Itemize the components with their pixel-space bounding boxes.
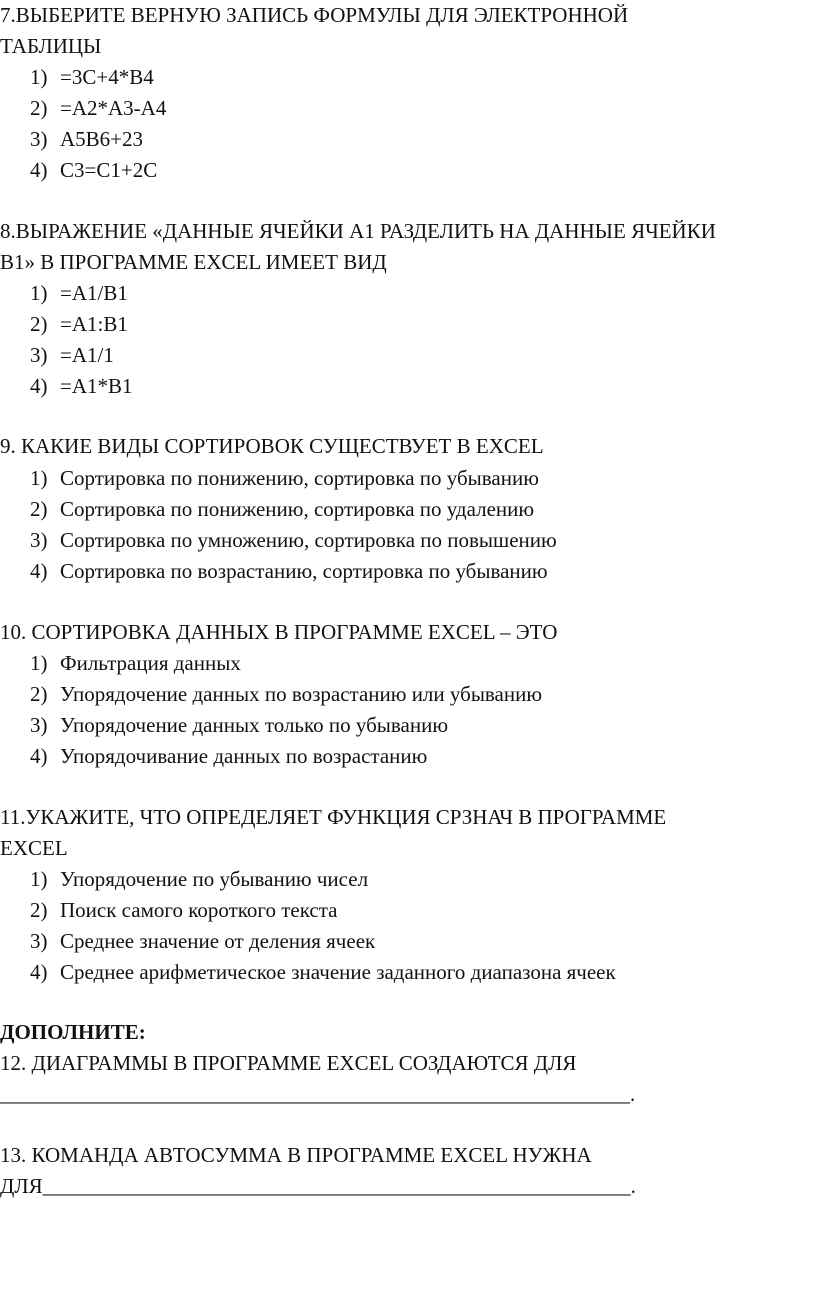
question-8-option-3 [30, 340, 114, 371]
question-11-option-3 [30, 926, 375, 957]
question-13-answer-blank[interactable]: ДЛЯ________________________________________________________. [0, 1174, 636, 1198]
option-text: =A1/1 [60, 343, 114, 367]
option-number: 1) [30, 867, 48, 891]
option-number: 1) [30, 651, 48, 675]
question-9-option-3 [30, 525, 557, 556]
option-text: Сортировка по понижению, сортировка по удалению [60, 497, 535, 521]
question-11-line-2: EXCEL [0, 836, 68, 860]
question-13-line-1: 13. КОМАНДА АВТОСУММА В ПРОГРАММЕ EXCEL НУЖНА [0, 1143, 592, 1167]
question-11-option-1 [30, 864, 368, 895]
question-9-option-4 [30, 556, 548, 587]
option-text: A5B6+23 [60, 127, 144, 151]
supplement-heading: ДОПОЛНИТЕ: [0, 1020, 146, 1044]
question-10-option-1 [30, 648, 241, 679]
option-number: 2) [30, 497, 48, 521]
option-text: =3C+4*B4 [60, 65, 154, 89]
question-10-option-4 [30, 741, 427, 772]
option-number: 4) [30, 158, 48, 182]
option-number: 1) [30, 281, 48, 305]
question-9-option-1 [30, 463, 539, 494]
option-text: Упорядочение данных по возрастанию или убыванию [60, 682, 543, 706]
option-number: 2) [30, 682, 48, 706]
question-8-line-1: 8.ВЫРАЖЕНИЕ «ДАННЫЕ ЯЧЕЙКИ А1 РАЗДЕЛИТЬ НА ДАННЫЕ ЯЧЕЙКИ [0, 219, 716, 243]
question-11-option-4 [30, 957, 616, 988]
option-text: =A1:B1 [60, 312, 128, 336]
option-number: 4) [30, 559, 48, 583]
question-7-option-3 [30, 124, 143, 155]
question-11-line-1: 11.УКАЖИТЕ, ЧТО ОПРЕДЕЛЯЕТ ФУНКЦИЯ СРЗНАЧ В ПРОГРАММЕ [0, 805, 667, 829]
option-number: 2) [30, 312, 48, 336]
question-10-line-1: 10. СОРТИРОВКА ДАННЫХ В ПРОГРАММЕ EXCEL – ЭТО [0, 620, 558, 644]
option-number: 4) [30, 374, 48, 398]
option-text: Фильтрация данных [60, 651, 241, 675]
option-number: 4) [30, 960, 48, 984]
question-7-option-1 [30, 62, 154, 93]
question-8-option-1 [30, 278, 128, 309]
question-8-option-2 [30, 309, 128, 340]
question-7-line-2: ТАБЛИЦЫ [0, 34, 102, 58]
option-text: C3=C1+2C [60, 158, 158, 182]
option-number: 1) [30, 65, 48, 89]
question-10-option-2 [30, 679, 542, 710]
option-text: Сортировка по возрастанию, сортировка по убыванию [60, 559, 548, 583]
option-text: Упорядочение по убыванию чисел [60, 867, 369, 891]
question-9-line-1: 9. КАКИЕ ВИДЫ СОРТИРОВОК СУЩЕСТВУЕТ В EXCEL [0, 434, 544, 458]
option-text: Среднее арифметическое значение заданного диапазона ячеек [60, 960, 616, 984]
question-7-line-1: 7.ВЫБЕРИТЕ ВЕРНУЮ ЗАПИСЬ ФОРМУЛЫ ДЛЯ ЭЛЕКТРОННОЙ [0, 3, 629, 27]
question-8-line-2: В1» В ПРОГРАММЕ EXCEL ИМЕЕТ ВИД [0, 250, 387, 274]
question-12-line-1: 12. ДИАГРАММЫ В ПРОГРАММЕ EXCEL СОЗДАЮТСЯ ДЛЯ [0, 1051, 577, 1075]
question-9-option-2 [30, 494, 534, 525]
question-12-answer-blank[interactable]: ____________________________________________________________. [0, 1082, 636, 1106]
option-text: Сортировка по умножению, сортировка по повышению [60, 528, 557, 552]
option-text: Поиск самого короткого текста [60, 898, 338, 922]
option-text: =A2*A3-A4 [60, 96, 167, 120]
question-8-option-4 [30, 371, 133, 402]
option-number: 3) [30, 929, 48, 953]
option-number: 4) [30, 744, 48, 768]
option-number: 3) [30, 713, 48, 737]
option-number: 3) [30, 127, 48, 151]
option-number: 3) [30, 528, 48, 552]
question-11-option-2 [30, 895, 337, 926]
option-number: 2) [30, 96, 48, 120]
option-text: Сортировка по понижению, сортировка по убыванию [60, 466, 539, 490]
option-text: Упорядочивание данных по возрастанию [60, 744, 428, 768]
question-7-option-2 [30, 93, 166, 124]
option-text: Среднее значение от деления ячеек [60, 929, 376, 953]
option-text: =A1*B1 [60, 374, 133, 398]
question-10-option-3 [30, 710, 448, 741]
option-text: =A1/B1 [60, 281, 128, 305]
option-number: 1) [30, 466, 48, 490]
option-number: 3) [30, 343, 48, 367]
question-7-option-4 [30, 155, 157, 186]
option-number: 2) [30, 898, 48, 922]
option-text: Упорядочение данных только по убыванию [60, 713, 449, 737]
